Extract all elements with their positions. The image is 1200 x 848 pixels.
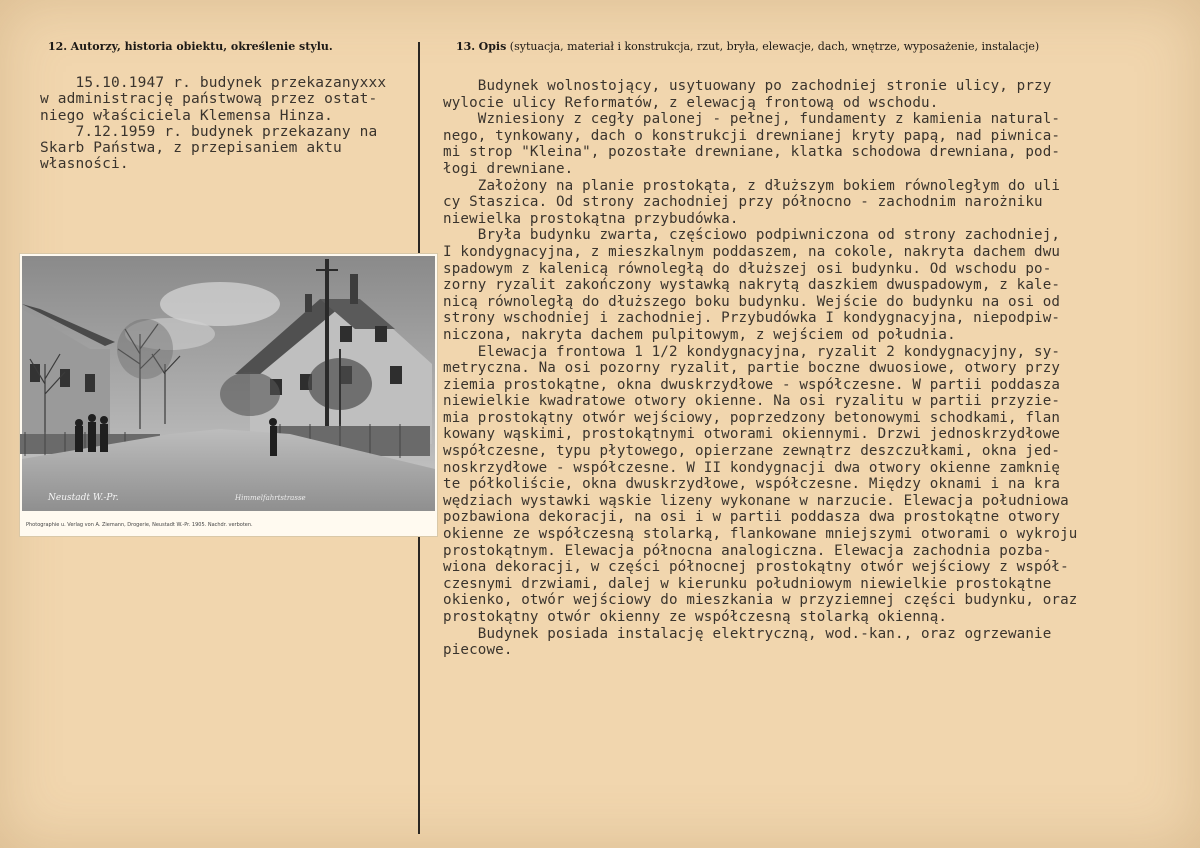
description-line: noskrzydłowe - współczesne. W II kondygnacji dwa otwory okienne zamknię (443, 459, 1061, 476)
description-line: prostokątnym. Elewacja północna analogiczna. Elewacja zachodnia pozba- (443, 542, 1052, 559)
description-line: okienko, otwór wejściowy do mieszkania w przyziemnej części budynku, oraz (443, 592, 1078, 609)
description-line: wiona dekoracji, w części północnej prostokątny otwór wejściowy z współ- (443, 559, 1069, 576)
description-line: niczona, nakryta dachem pulpitowym, z wejściem od południa. (443, 326, 956, 343)
description-line: niewielka prostokątna przybudówka. (443, 210, 739, 227)
left-header-text: Autorzy, historia obiektu, określenie stylu. (70, 40, 333, 53)
description-line: współczesne, typu płytowego, opierzane zewnątrz deszczułkami, okna jed- (443, 443, 1061, 460)
right-header-title: Opis (478, 40, 507, 53)
description-line: wylocie ulicy Reformatów, z elewacją frontową od wschodu. (443, 94, 939, 111)
left-header-number: 12. (48, 40, 68, 53)
description-line: Budynek wolnostojący, usytuowany po zachodniej stronie ulicy, przy (443, 78, 1052, 94)
history-line: Skarb Państwa, z przepisaniem aktu (40, 140, 342, 157)
description-line: I kondygnacyjna, z mieszkalnym poddaszem, na cokole, nakryta dachem dwu (443, 243, 1061, 260)
photo-credit: Photographie u. Verlag von A. Ziemann, Drogerie, Neustadt W.-Pr. 1905. Nachdr. verboten. (26, 522, 253, 528)
photo-caption-left: Neustadt W.-Pr. (48, 493, 119, 503)
description-line: kowany wąskimi, prostokątnymi otworami okiennymi. Drzwi jednoskrzydłowe (443, 426, 1061, 443)
description-line: Elewacja frontowa 1 1/2 kondygnacyjna, ryzalit 2 kondygnacyjny, sy- (443, 343, 1061, 360)
history-line: własności. (40, 156, 129, 173)
historic-postcard-photo (19, 253, 438, 537)
description-line: okienne ze współczesną stolarką, flankowane mniejszymi otworami o wykroju (443, 526, 1078, 543)
description-line: spadowym z kalenicą równoległą do dłuższej osi budynku. Od wschodu po- (443, 260, 1052, 277)
description-line: cy Staszica. Od strony zachodniej przy północno - zachodnim narożniku (443, 194, 1043, 211)
postcard-image (20, 254, 437, 536)
history-line: w administrację państwową przez ostat- (40, 91, 378, 108)
description-line: czesnymi drzwiami, dalej w kierunku południowym niewielkie prostokątne (443, 575, 1052, 592)
description-line: nego, tynkowany, dach o konstrukcji drewnianej kryty papą, nad piwnica- (443, 127, 1061, 144)
history-text (40, 75, 386, 173)
left-column-header (48, 40, 333, 53)
description-line: wędziach wystawki wąskie lizeny wykonane w narzucie. Elewacja południowa (443, 492, 1069, 509)
description-line: Budynek posiada instalację elektryczną, wod.-kan., oraz ogrzewanie (443, 625, 1052, 642)
history-line: 15.10.1947 r. budynek przekazanyxxx (40, 75, 387, 91)
right-header-text: (sytuacja, materiał i konstrukcja, rzut, bryła, elewacje, dach, wnętrze, wyposażenie, instalacje) (509, 40, 1040, 53)
description-line: ziemia prostokątne, okna dwuskrzydłowe - współczesne. W partii poddasza (443, 376, 1061, 393)
photo-caption-right: Himmelfahrtstrasse (235, 494, 306, 502)
description-line: strony wschodniej i zachodniej. Przybudówka I kondygnacyjna, niepodpiw- (443, 310, 1061, 327)
description-text (443, 78, 1078, 659)
history-line: 7.12.1959 r. budynek przekazany na (40, 123, 378, 140)
description-line: pozbawiona dekoracji, na osi i w partii poddasza dwa prostokątne otwory (443, 509, 1061, 526)
right-header-number: 13. (456, 40, 476, 53)
description-line: Bryła budynku zwarta, częściowo podpiwniczona od strony zachodniej, (443, 227, 1061, 244)
history-line: niego właściciela Klemensa Hinza. (40, 107, 334, 124)
description-line: niewielkie kwadratowe otwory okienne. Na osi ryzalitu w partii przyzie- (443, 393, 1061, 410)
description-line: te półkoliście, okna dwuskrzydłowe, współczesne. Między oknami i na kra (443, 476, 1061, 493)
description-line: mia prostokątny otwór wejściowy, poprzedzony betonowymi schodkami, flan (443, 409, 1061, 426)
description-line: nicą równoległą do dłuższego boku budynku. Wejście do budynku na osi od (443, 293, 1061, 310)
description-line: piecowe. (443, 642, 513, 659)
description-line: metryczna. Na osi pozorny ryzalit, partie boczne dwuosiowe, otwory przy (443, 360, 1061, 377)
description-line: prostokątny otwór okienny ze współczesną stolarką okienną. (443, 609, 948, 625)
description-line: łogi drewniane. (443, 160, 574, 177)
right-column-header (456, 40, 1039, 53)
description-line: Założony na planie prostokąta, z dłuższym bokiem równoległym do uli (443, 177, 1061, 194)
description-line: mi strop "Kleina", pozostałe drewniane, klatka schodowa drewniana, pod- (443, 144, 1061, 161)
description-line: zorny ryzalit zakończony wystawką nakrytą daszkiem dwuspadowym, z kale- (443, 277, 1061, 294)
description-line: Wzniesiony z cegły palonej - pełnej, fundamenty z kamienia natural- (443, 111, 1061, 128)
